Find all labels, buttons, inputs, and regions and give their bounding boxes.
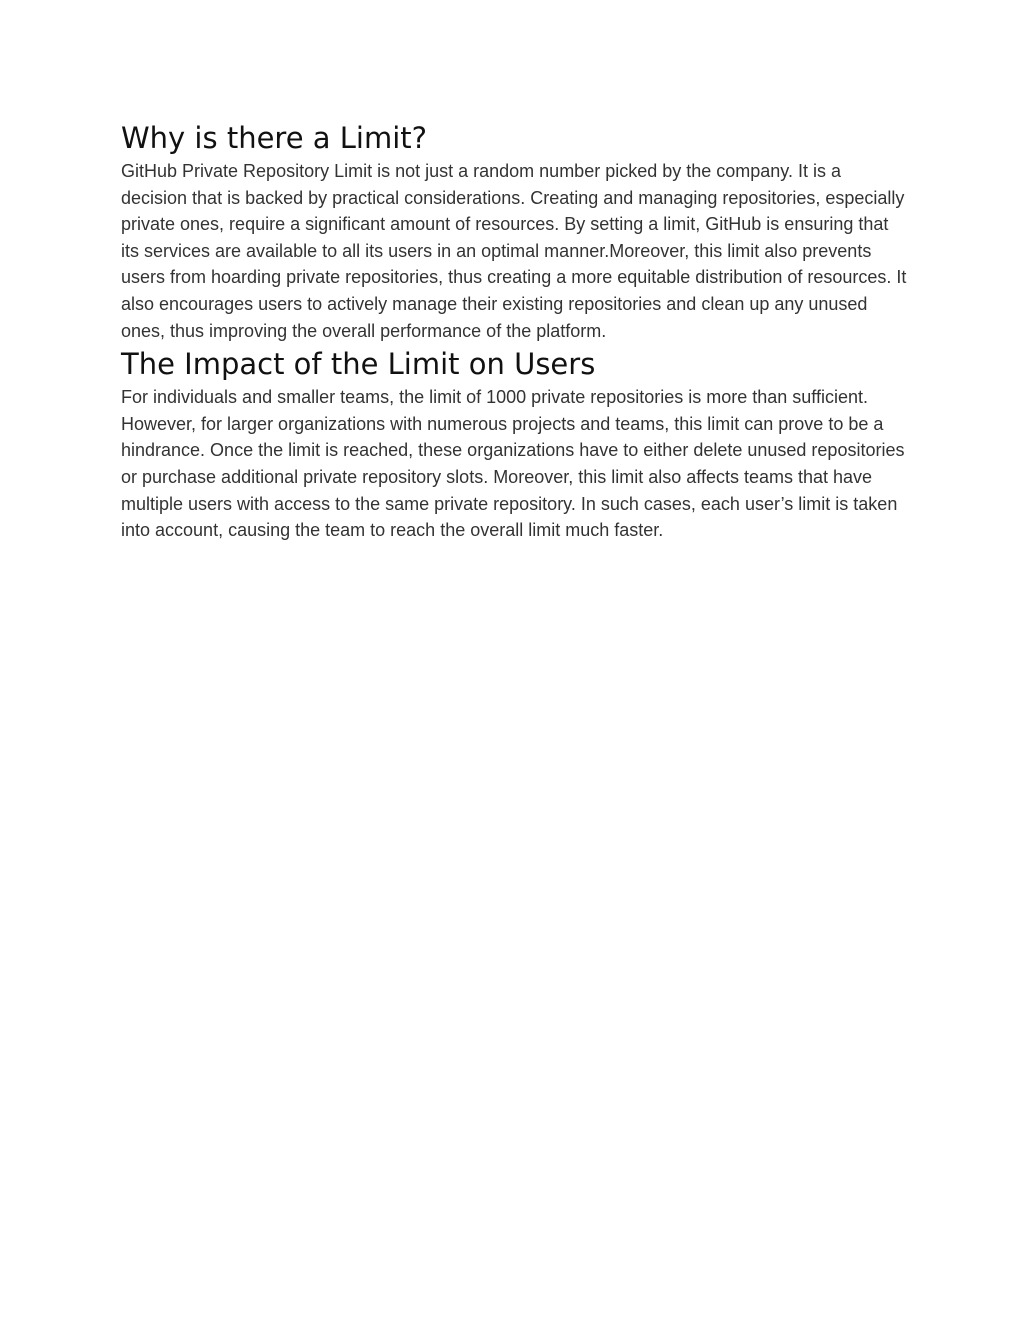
document-body	[121, 118, 911, 544]
section-paragraph-why-limit: GitHub Private Repository Limit is not just a random number picked by the company. It is a decision that is backed by practical considerations. Creating and managing repositories, especially private ones, require a significant amount of resources. By setting a limit, GitHub is ensuring that its services are available to all its users in an optimal manner.Moreover, this limit also prevents users from hoarding private repositories, thus creating a more equitable distribution of resources. It also encourages users to actively manage their existing repositories and clean up any unused ones, thus improving the overall performance of the platform.	[121, 161, 907, 341]
section-heading-impact-on-users: The Impact of the Limit on Users	[121, 347, 596, 382]
section-paragraph-impact-on-users: For individuals and smaller teams, the limit of 1000 private repositories is more than sufficient. However, for larger organizations with numerous projects and teams, this limit can prove to be a hindrance. Once the limit is reached, these organizations have to either delete unused repositories or purchase additional private repository slots. Moreover, this limit also affects teams that have multiple users with access to the same private repository. In such cases, each user’s limit is taken into account, causing the team to reach the overall limit much faster.	[121, 387, 905, 541]
section-heading-why-limit: Why is there a Limit?	[121, 121, 428, 155]
